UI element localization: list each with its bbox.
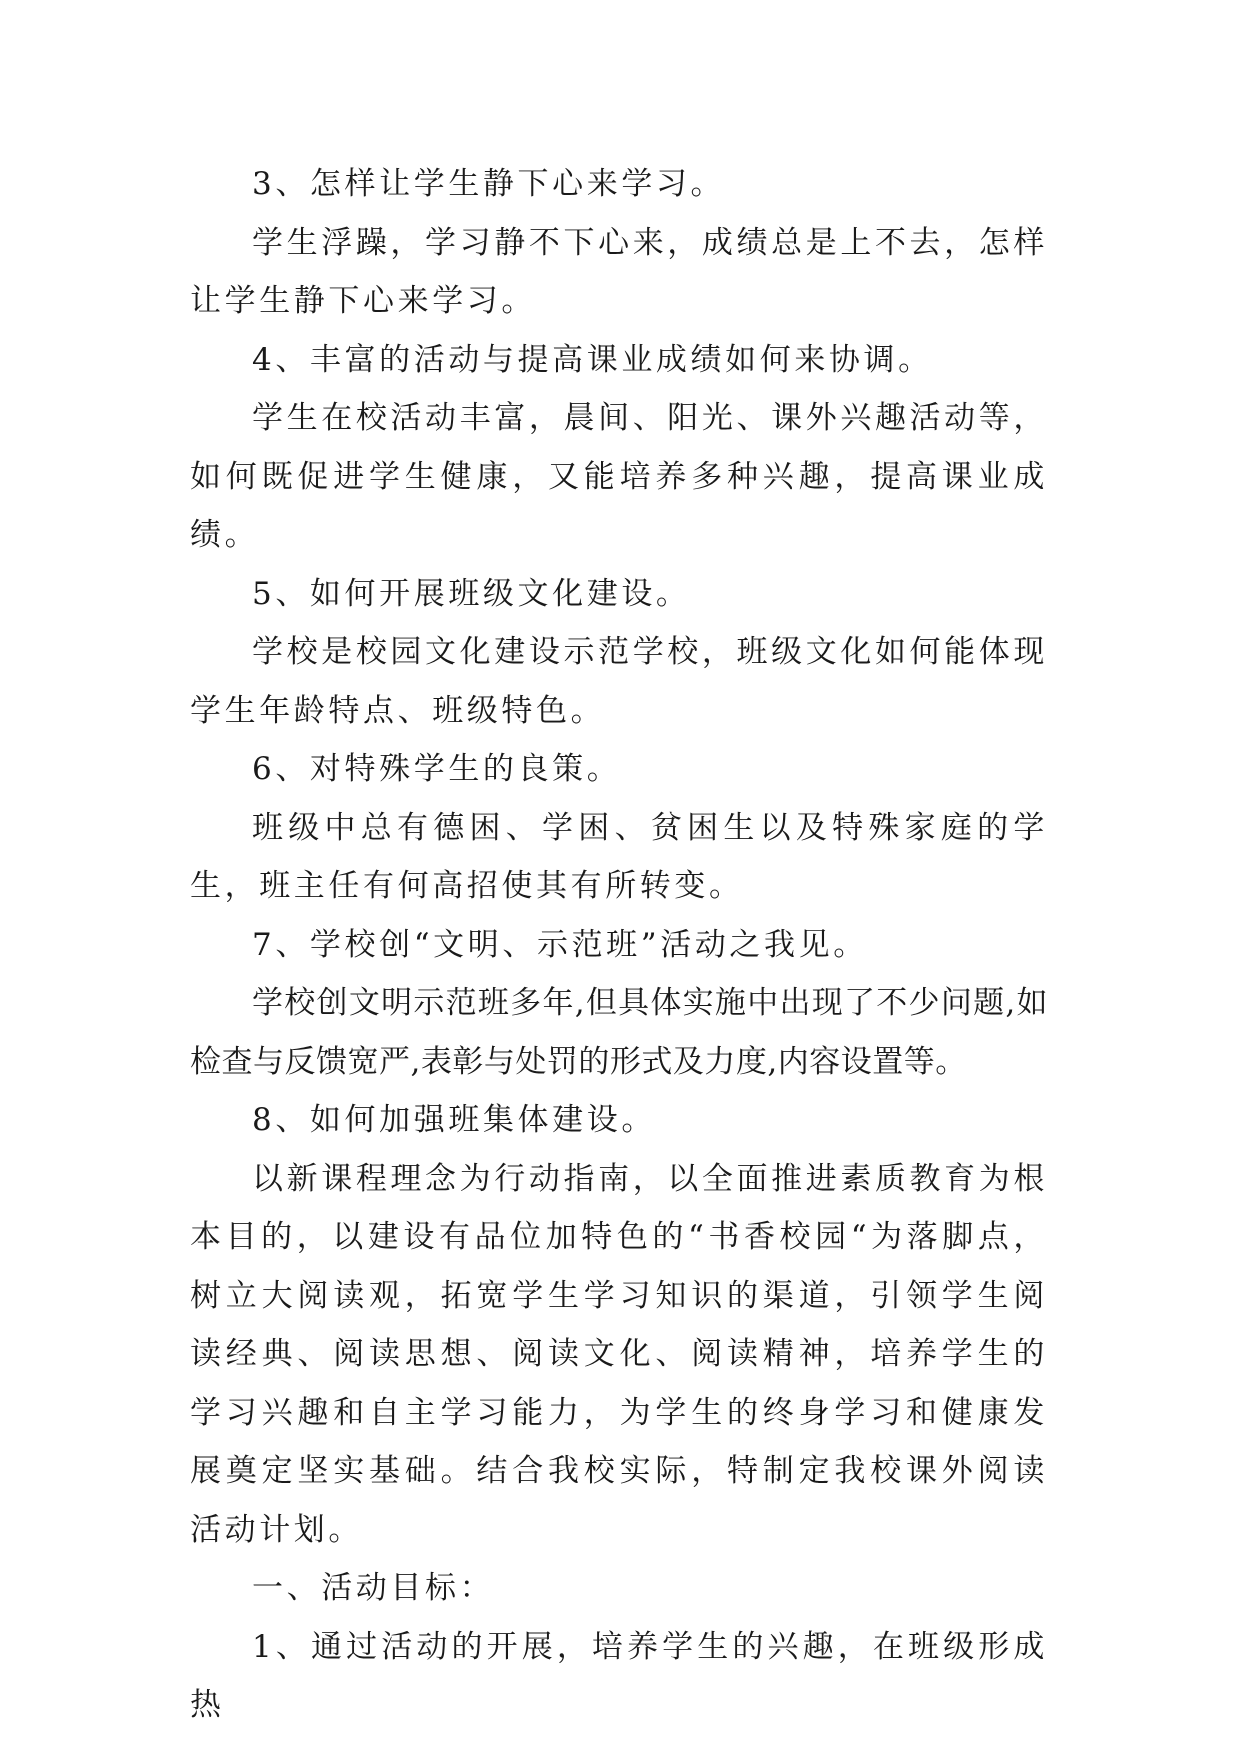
document-body: [190, 155, 1048, 1735]
heading-item-3: 3、怎样让学生静下心来学习。: [252, 166, 726, 202]
heading-item-6: 6、对特殊学生的良策。: [252, 751, 622, 787]
heading-item-8: 8、如何加强班集体建设。: [252, 1102, 656, 1138]
paragraph-intro: 以新课程理念为行动指南，以全面推进素质教育为根本目的，以建设有品位加特色的“书香校园“为落脚点，树立大阅读观，拓宽学生学习知识的渠道，引领学生阅读经典、阅读思想、阅读文化、阅读精神，培养学生的学习兴趣和自主学习能力，为学生的终身学习和健康发展奠定坚实基础。结合我校实际，特制定我校课外阅读活动计划。: [190, 1160, 1048, 1548]
heading-item-5: 5、如何开展班级文化建设。: [252, 575, 691, 612]
heading-item-4: 4、丰富的活动与提高课业成绩如何来协调。: [252, 341, 933, 378]
paragraph-item-6: 班级中总有德困、学困、贫困生以及特殊家庭的学生，班主任有何高招使其有所转变。: [190, 809, 1048, 904]
section-heading-goals: 一、活动目标：: [252, 1570, 495, 1606]
goal-item-1: 1、通过活动的开展，培养学生的兴趣，在班级形成热: [190, 1628, 1048, 1723]
paragraph-item-7: 学校创文明示范班多年,但具体实施中出现了不少问题,如检查与反馈宽严,表彰与处罚的形式及力度,内容设置等。: [190, 985, 1048, 1080]
paragraph-item-3: 学生浮躁，学习静不下心来，成绩总是上不去，怎样让学生静下心来学习。: [190, 224, 1048, 319]
heading-item-7: 7、学校创“文明、示范班”活动之我见。: [252, 926, 868, 963]
paragraph-item-4: 学生在校活动丰富，晨间、阳光、课外兴趣活动等，如何既促进学生健康，又能培养多种兴趣，提高课业成绩。: [190, 400, 1048, 553]
paragraph-item-5: 学校是校园文化建设示范学校，班级文化如何能体现学生年龄特点、班级特色。: [190, 634, 1048, 729]
